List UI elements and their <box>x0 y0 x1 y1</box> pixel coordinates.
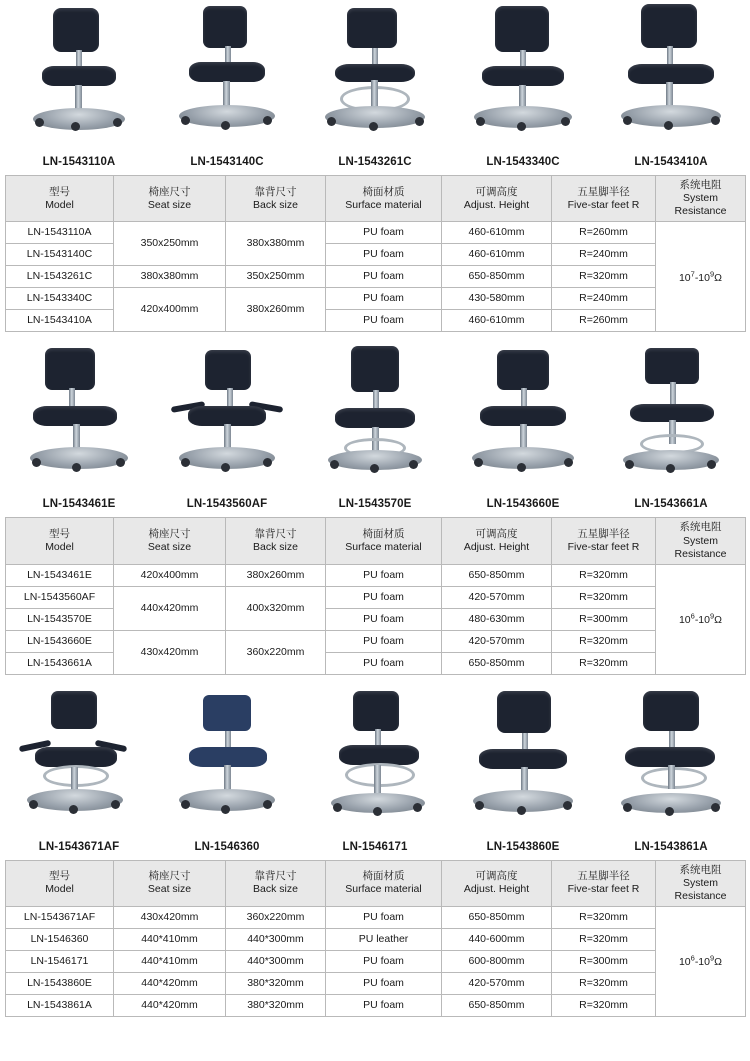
header-seat-size: 椅座尺寸 Seat size <box>114 518 226 564</box>
chair-illustration <box>449 342 597 492</box>
cell-adjust-height: 650-850mm <box>442 995 552 1017</box>
product-model-label: LN-1543110A <box>42 156 116 168</box>
cell-adjust-height: 460-610mm <box>442 310 552 332</box>
cell-back-size: 380x380mm <box>226 222 326 266</box>
chair-illustration <box>5 342 153 492</box>
caster-wheel <box>623 116 632 125</box>
cell-five-star-feet: R=320mm <box>552 266 656 288</box>
spec-table <box>5 517 746 674</box>
chair-post <box>227 388 233 408</box>
product-section <box>5 342 745 674</box>
chair-seat <box>42 66 116 86</box>
cell-model: LN-1543110A <box>6 222 114 244</box>
cell-model: LN-1546360 <box>6 929 114 951</box>
cell-five-star-feet: R=320mm <box>552 630 656 652</box>
product-cell[interactable] <box>5 0 153 175</box>
cell-surface-material: PU foam <box>326 266 442 288</box>
product-model-label: LN-1543660E <box>486 498 560 511</box>
header-surface-material: 椅面材质 Surface material <box>326 518 442 564</box>
cell-back-size: 360x220mm <box>226 630 326 674</box>
chair-illustration <box>5 685 153 835</box>
cell-system-resistance <box>656 564 746 674</box>
product-image <box>449 685 597 835</box>
cell-five-star-feet: R=240mm <box>552 288 656 310</box>
product-model-label: LN-1543570E <box>338 498 412 511</box>
product-image <box>449 0 597 150</box>
cell-seat-size: 440*420mm <box>114 995 226 1017</box>
chair-illustration <box>597 685 745 835</box>
table-row <box>6 288 746 310</box>
cell-adjust-height: 430-580mm <box>442 288 552 310</box>
product-cell[interactable] <box>301 0 449 175</box>
caster-wheel <box>711 803 720 812</box>
chair-seat <box>188 406 266 426</box>
table-row <box>6 995 746 1017</box>
header-model: 型号 Model <box>6 860 114 906</box>
chair-backrest <box>51 691 97 729</box>
cell-five-star-feet: R=320mm <box>552 652 656 674</box>
chair-seat <box>189 62 265 82</box>
table-row <box>6 951 746 973</box>
product-image <box>153 342 301 492</box>
cell-back-size: 380*320mm <box>226 973 326 995</box>
caster-wheel <box>330 460 339 469</box>
caster-wheel <box>69 805 78 814</box>
chair-backrest <box>203 695 251 731</box>
product-model-label: LN-1543861A <box>634 840 708 853</box>
header-adjust-height: 可调高度 Adjust. Height <box>442 860 552 906</box>
cell-surface-material: PU foam <box>326 608 442 630</box>
caster-wheel <box>221 463 230 472</box>
cell-five-star-feet: R=320mm <box>552 564 656 586</box>
chair-backrest <box>497 350 549 390</box>
cell-seat-size: 430x420mm <box>114 907 226 929</box>
cell-model: LN-1543140C <box>6 244 114 266</box>
product-model-label: LN-1543671AF <box>38 840 120 853</box>
sections-root <box>5 0 745 1017</box>
cell-seat-size: 440*420mm <box>114 973 226 995</box>
caster-wheel <box>116 458 125 467</box>
product-cell[interactable] <box>597 0 745 175</box>
table-header-row <box>6 860 746 906</box>
cell-seat-size: 430x420mm <box>114 630 226 674</box>
chair-backrest <box>205 350 251 390</box>
cell-seat-size: 350x250mm <box>114 222 226 266</box>
table-row <box>6 564 746 586</box>
chair-illustration <box>301 0 449 150</box>
cell-surface-material: PU foam <box>326 222 442 244</box>
product-cell[interactable] <box>5 685 153 860</box>
product-image <box>301 342 449 492</box>
header-five-star-feet: 五星脚半径 Five-star feet R <box>552 518 656 564</box>
cell-surface-material: PU foam <box>326 951 442 973</box>
cell-five-star-feet: R=300mm <box>552 608 656 630</box>
cell-model: LN-1546171 <box>6 951 114 973</box>
spec-table <box>5 175 746 332</box>
header-system-resistance: 系统电阻 System Resistance <box>656 518 746 564</box>
header-model: 型号 Model <box>6 518 114 564</box>
caster-wheel <box>29 800 38 809</box>
table-row <box>6 929 746 951</box>
chair-seat <box>625 747 715 767</box>
cell-adjust-height: 420-570mm <box>442 630 552 652</box>
chair-seat <box>35 747 117 767</box>
caster-wheel <box>665 807 674 816</box>
cell-back-size: 350x250mm <box>226 266 326 288</box>
product-model-label: LN-1543140C <box>190 156 264 168</box>
chair-seat <box>482 66 564 86</box>
chair-backrest <box>53 8 99 52</box>
cell-seat-size: 420x400mm <box>114 288 226 332</box>
chair-illustration <box>449 685 597 835</box>
chair-post <box>374 765 381 795</box>
cell-seat-size: 440x420mm <box>114 586 226 630</box>
caster-wheel <box>517 122 526 131</box>
caster-wheel <box>221 121 230 130</box>
cell-seat-size: 440*410mm <box>114 951 226 973</box>
product-cell[interactable] <box>153 342 301 517</box>
header-system-resistance: 系统电阻 System Resistance <box>656 860 746 906</box>
cell-model: LN-1543570E <box>6 608 114 630</box>
product-cell[interactable] <box>153 685 301 860</box>
cell-surface-material: PU foam <box>326 907 442 929</box>
product-image-row <box>5 342 745 517</box>
header-five-star-feet: 五星脚半径 Five-star feet R <box>552 176 656 222</box>
product-image <box>153 0 301 150</box>
cell-model: LN-1543671AF <box>6 907 114 929</box>
caster-wheel <box>707 460 716 469</box>
product-cell[interactable] <box>449 342 597 517</box>
cell-adjust-height: 650-850mm <box>442 652 552 674</box>
cell-surface-material: PU foam <box>326 310 442 332</box>
chair-backrest <box>353 691 399 731</box>
chair-post <box>668 765 675 789</box>
cell-model: LN-1543340C <box>6 288 114 310</box>
caster-wheel <box>263 800 272 809</box>
product-cell[interactable] <box>449 0 597 175</box>
caster-wheel <box>563 801 572 810</box>
chair-backrest <box>495 6 549 52</box>
caster-wheel <box>415 117 424 126</box>
chair-seat <box>479 749 567 769</box>
table-row <box>6 973 746 995</box>
cell-model: LN-1543261C <box>6 266 114 288</box>
chair-seat <box>628 64 714 84</box>
product-model-label: LN-1543461E <box>42 498 116 511</box>
cell-seat-size: 380x380mm <box>114 266 226 288</box>
cell-surface-material: PU foam <box>326 652 442 674</box>
table-header-row <box>6 518 746 564</box>
chair-illustration <box>5 0 153 150</box>
chair-seat <box>339 745 419 765</box>
chair-backrest <box>641 4 697 48</box>
chair-backrest <box>497 691 551 733</box>
chair-backrest <box>645 348 699 384</box>
cell-back-size: 380x260mm <box>226 564 326 586</box>
product-image-row <box>5 0 745 175</box>
cell-model: LN-1543660E <box>6 630 114 652</box>
cell-five-star-feet: R=260mm <box>552 310 656 332</box>
chair-illustration <box>301 342 449 492</box>
product-cell[interactable] <box>597 685 745 860</box>
header-model: 型号 Model <box>6 176 114 222</box>
cell-surface-material: PU foam <box>326 586 442 608</box>
chair-backrest <box>203 6 247 48</box>
product-cell[interactable] <box>449 685 597 860</box>
product-image <box>5 342 153 492</box>
caster-wheel <box>564 458 573 467</box>
chair-post <box>670 382 676 406</box>
cell-surface-material: PU foam <box>326 288 442 310</box>
cell-adjust-height: 460-610mm <box>442 244 552 266</box>
cell-adjust-height: 650-850mm <box>442 564 552 586</box>
chair-illustration <box>153 342 301 492</box>
product-model-label: LN-1543661A <box>634 498 708 511</box>
cell-surface-material: PU leather <box>326 929 442 951</box>
resistance-value: $10^6-10^9\Omega$ <box>678 611 723 626</box>
header-seat-size: 椅座尺寸 Seat size <box>114 176 226 222</box>
product-image <box>597 685 745 835</box>
cell-back-size: 380*320mm <box>226 995 326 1017</box>
product-section <box>5 685 745 1017</box>
cell-surface-material: PU foam <box>326 244 442 266</box>
header-back-size: 靠背尺寸 Back size <box>226 518 326 564</box>
cell-five-star-feet: R=320mm <box>552 586 656 608</box>
caster-wheel <box>327 117 336 126</box>
cell-back-size: 360x220mm <box>226 907 326 929</box>
cell-model: LN-1543461E <box>6 564 114 586</box>
product-image <box>301 0 449 150</box>
table-row <box>6 586 746 608</box>
cell-five-star-feet: R=320mm <box>552 973 656 995</box>
caster-wheel <box>181 116 190 125</box>
product-image-row <box>5 685 745 860</box>
cell-model: LN-1543661A <box>6 652 114 674</box>
cell-model: LN-1543560AF <box>6 586 114 608</box>
spec-table <box>5 860 746 1017</box>
caster-wheel <box>113 118 122 127</box>
product-cell[interactable] <box>5 342 153 517</box>
caster-wheel <box>561 117 570 126</box>
chair-seat <box>33 406 117 426</box>
caster-wheel <box>263 458 272 467</box>
caster-wheel <box>263 116 272 125</box>
cell-seat-size: 440*410mm <box>114 929 226 951</box>
product-model-label: LN-1546171 <box>342 840 408 853</box>
header-five-star-feet: 五星脚半径 Five-star feet R <box>552 860 656 906</box>
chair-illustration <box>597 0 745 150</box>
product-image <box>301 685 449 835</box>
chair-illustration <box>301 685 449 835</box>
caster-wheel <box>71 122 80 131</box>
caster-wheel <box>370 464 379 473</box>
caster-wheel <box>625 460 634 469</box>
chair-illustration <box>153 685 301 835</box>
table-row <box>6 266 746 288</box>
cell-adjust-height: 600-800mm <box>442 951 552 973</box>
cell-adjust-height: 460-610mm <box>442 222 552 244</box>
table-row <box>6 630 746 652</box>
cell-model: LN-1543860E <box>6 973 114 995</box>
caster-wheel <box>476 117 485 126</box>
product-model-label: LN-1543261C <box>338 156 412 168</box>
product-image <box>5 685 153 835</box>
header-adjust-height: 可调高度 Adjust. Height <box>442 518 552 564</box>
cell-adjust-height: 420-570mm <box>442 973 552 995</box>
chair-seat <box>480 406 566 426</box>
cell-system-resistance <box>656 907 746 1017</box>
cell-back-size: 400x320mm <box>226 586 326 630</box>
header-surface-material: 椅面材质 Surface material <box>326 176 442 222</box>
cell-adjust-height: 480-630mm <box>442 608 552 630</box>
header-surface-material: 椅面材质 Surface material <box>326 860 442 906</box>
header-adjust-height: 可调高度 Adjust. Height <box>442 176 552 222</box>
caster-wheel <box>373 807 382 816</box>
product-image <box>597 0 745 150</box>
product-model-label: LN-1543410A <box>634 156 708 168</box>
caster-wheel <box>517 463 526 472</box>
cell-surface-material: PU foam <box>326 973 442 995</box>
cell-surface-material: PU foam <box>326 995 442 1017</box>
caster-wheel <box>333 803 342 812</box>
caster-wheel <box>111 800 120 809</box>
caster-wheel <box>221 805 230 814</box>
product-image <box>449 342 597 492</box>
product-cell[interactable] <box>153 0 301 175</box>
product-image <box>597 342 745 492</box>
product-cell[interactable] <box>597 342 745 517</box>
caster-wheel <box>474 458 483 467</box>
cell-surface-material: PU foam <box>326 564 442 586</box>
product-model-label: LN-1543340C <box>486 156 560 168</box>
product-cell[interactable] <box>301 685 449 860</box>
caster-wheel <box>32 458 41 467</box>
caster-wheel <box>711 116 720 125</box>
table-header-row <box>6 176 746 222</box>
caster-wheel <box>517 806 526 815</box>
caster-wheel <box>181 458 190 467</box>
caster-wheel <box>623 803 632 812</box>
cell-adjust-height: 650-850mm <box>442 907 552 929</box>
chair-backrest <box>351 346 399 392</box>
cell-five-star-feet: R=320mm <box>552 929 656 951</box>
cell-five-star-feet: R=320mm <box>552 995 656 1017</box>
caster-wheel <box>409 460 418 469</box>
chair-seat <box>189 747 267 767</box>
cell-model: LN-1543410A <box>6 310 114 332</box>
product-model-label: LN-1546360 <box>194 840 260 853</box>
cell-surface-material: PU foam <box>326 630 442 652</box>
cell-adjust-height: 420-570mm <box>442 586 552 608</box>
chair-backrest <box>347 8 397 48</box>
product-model-label: LN-1543860E <box>486 840 560 853</box>
header-seat-size: 椅座尺寸 Seat size <box>114 860 226 906</box>
cell-adjust-height: 650-850mm <box>442 266 552 288</box>
product-image <box>153 685 301 835</box>
cell-back-size: 380x260mm <box>226 288 326 332</box>
resistance-value: $10^7-10^9\Omega$ <box>678 269 723 284</box>
product-cell[interactable] <box>301 342 449 517</box>
caster-wheel <box>413 803 422 812</box>
cell-five-star-feet: R=260mm <box>552 222 656 244</box>
caster-wheel <box>369 122 378 131</box>
header-back-size: 靠背尺寸 Back size <box>226 176 326 222</box>
chair-backrest <box>45 348 95 390</box>
cell-five-star-feet: R=320mm <box>552 907 656 929</box>
cell-model: LN-1543861A <box>6 995 114 1017</box>
cell-seat-size: 420x400mm <box>114 564 226 586</box>
cell-back-size: 440*300mm <box>226 929 326 951</box>
chair-illustration <box>597 342 745 492</box>
chair-illustration <box>153 0 301 150</box>
cell-back-size: 440*300mm <box>226 951 326 973</box>
table-row <box>6 907 746 929</box>
header-system-resistance: 系统电阻 System Resistance <box>656 176 746 222</box>
chair-seat <box>335 408 415 428</box>
cell-five-star-feet: R=240mm <box>552 244 656 266</box>
caster-wheel <box>475 801 484 810</box>
cell-five-star-feet: R=300mm <box>552 951 656 973</box>
chair-backrest <box>643 691 699 731</box>
header-back-size: 靠背尺寸 Back size <box>226 860 326 906</box>
cell-adjust-height: 440-600mm <box>442 929 552 951</box>
chair-illustration <box>449 0 597 150</box>
cell-system-resistance <box>656 222 746 332</box>
product-section <box>5 0 745 332</box>
caster-wheel <box>181 800 190 809</box>
product-image <box>5 0 153 150</box>
product-model-label: LN-1543560AF <box>186 498 268 511</box>
caster-wheel <box>35 118 44 127</box>
caster-wheel <box>72 463 81 472</box>
table-row <box>6 222 746 244</box>
resistance-value: $10^6-10^9\Omega$ <box>678 953 723 969</box>
caster-wheel <box>664 121 673 130</box>
caster-wheel <box>666 464 675 473</box>
